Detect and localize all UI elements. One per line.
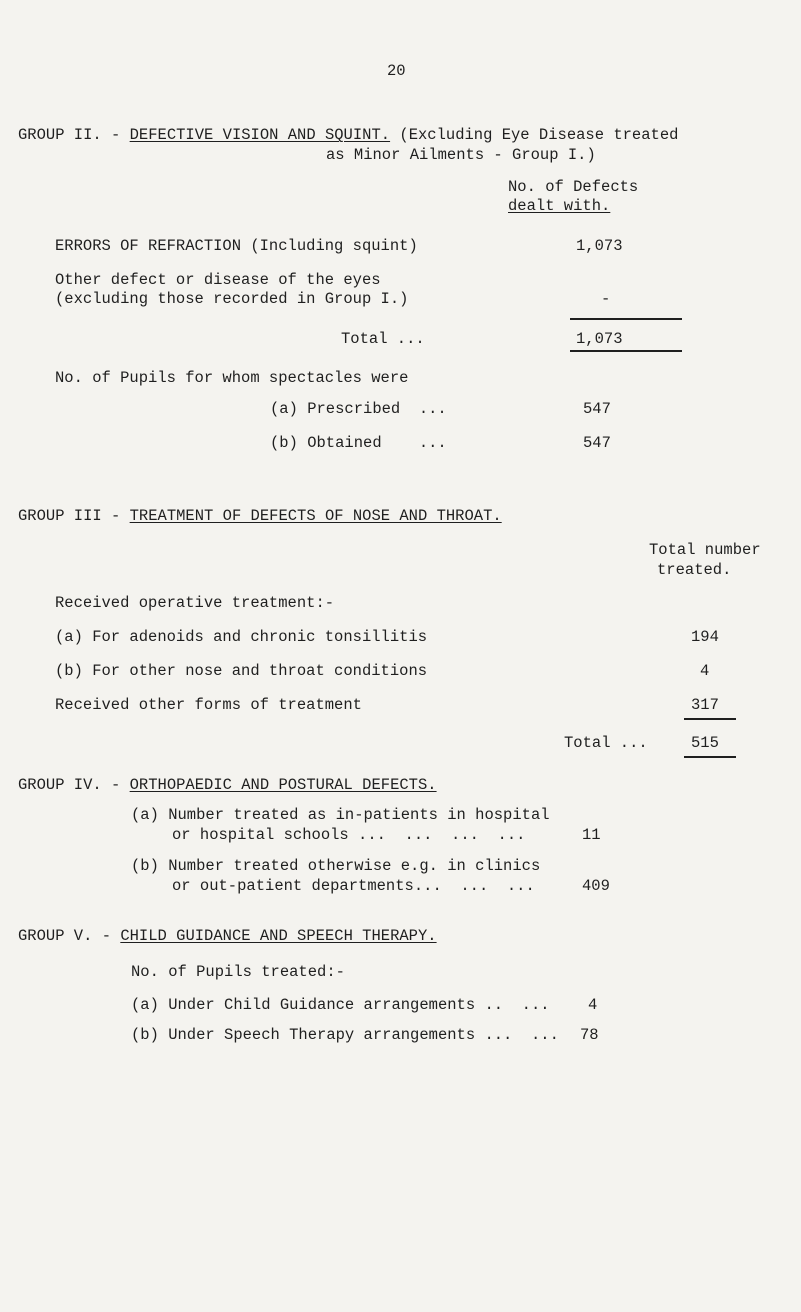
group2-row1-label: ERRORS OF REFRACTION (Including squint) <box>55 237 418 255</box>
group3-total-rule-bottom <box>684 756 736 758</box>
group2-spectacles-label: No. of Pupils for whom spectacles were <box>55 369 409 387</box>
group5-a-label: (a) Under Child Guidance arrangements .. ... <box>131 996 550 1014</box>
group4-b-line1: (b) Number treated otherwise e.g. in clinics <box>131 857 541 875</box>
group3-col-header-line2: treated. <box>657 561 732 579</box>
group4-a-line2: or hospital schools ... ... ... ... <box>172 826 526 844</box>
group2-total-rule-bottom <box>570 350 682 352</box>
group3-total-value: 515 <box>691 734 719 752</box>
group4-heading: ORTHOPAEDIC AND POSTURAL DEFECTS. <box>129 776 437 794</box>
group5-heading: CHILD GUIDANCE AND SPEECH THERAPY. <box>120 927 437 945</box>
group2-col-header-line2: dealt with. <box>508 197 611 215</box>
group3-other-label: Received other forms of treatment <box>55 696 362 714</box>
group4-a-value: 11 <box>582 826 601 844</box>
group3-heading-line <box>18 507 502 525</box>
group2-row2-label-line1: Other defect or disease of the eyes <box>55 271 381 289</box>
group3-operative-label: Received operative treatment:- <box>55 594 335 612</box>
group2-obtained-label: (b) Obtained ... <box>270 434 447 452</box>
group2-prefix: GROUP II. - <box>18 126 130 144</box>
group4-b-line2: or out-patient departments... ... ... <box>172 877 535 895</box>
group4-b-value: 409 <box>582 877 610 895</box>
group3-a-label: (a) For adenoids and chronic tonsillitis <box>55 628 428 646</box>
group3-prefix: GROUP III - <box>18 507 130 525</box>
group2-obtained-value: 547 <box>583 434 611 452</box>
group5-b-value: 78 <box>580 1026 599 1044</box>
group2-prescribed-value: 547 <box>583 400 611 418</box>
group5-a-value: 4 <box>588 996 598 1014</box>
group2-col-header-line1: No. of Defects <box>508 178 639 196</box>
group2-prescribed-label: (a) Prescribed ... <box>270 400 447 418</box>
group4-a-line1: (a) Number treated as in-patients in hospital <box>131 806 550 824</box>
group2-row2-value: - <box>601 290 611 308</box>
group3-b-label: (b) For other nose and throat conditions <box>55 662 428 680</box>
group3-col-header-line1: Total number <box>649 541 761 559</box>
group3-total-rule-top <box>684 718 736 720</box>
group2-row1-value: 1,073 <box>576 237 623 255</box>
group4-heading-line <box>18 776 437 794</box>
group2-row2-label-line2: (excluding those recorded in Group I.) <box>55 290 409 308</box>
group2-heading: DEFECTIVE VISION AND SQUINT. <box>129 126 391 144</box>
group3-total-label: Total ... <box>564 734 648 752</box>
group5-b-label: (b) Under Speech Therapy arrangements ... ... <box>131 1026 559 1044</box>
group2-total-label: Total ... <box>341 330 425 348</box>
group4-prefix: GROUP IV. - <box>18 776 130 794</box>
group3-heading: TREATMENT OF DEFECTS OF NOSE AND THROAT. <box>129 507 502 525</box>
page-number: 20 <box>387 62 406 80</box>
group2-note-line1: (Excluding Eye Disease treated <box>399 126 679 144</box>
group3-a-value: 194 <box>691 628 719 646</box>
group3-b-value: 4 <box>700 662 710 680</box>
group2-heading-line <box>18 126 678 144</box>
group2-note-line2: as Minor Ailments - Group I.) <box>326 146 596 164</box>
group3-other-value: 317 <box>691 696 719 714</box>
group5-prefix: GROUP V. - <box>18 927 121 945</box>
group5-heading-line <box>18 927 437 945</box>
group2-total-rule-top <box>570 318 682 320</box>
group2-total-value: 1,073 <box>576 330 623 348</box>
group5-pupils-label: No. of Pupils treated:- <box>131 963 345 981</box>
